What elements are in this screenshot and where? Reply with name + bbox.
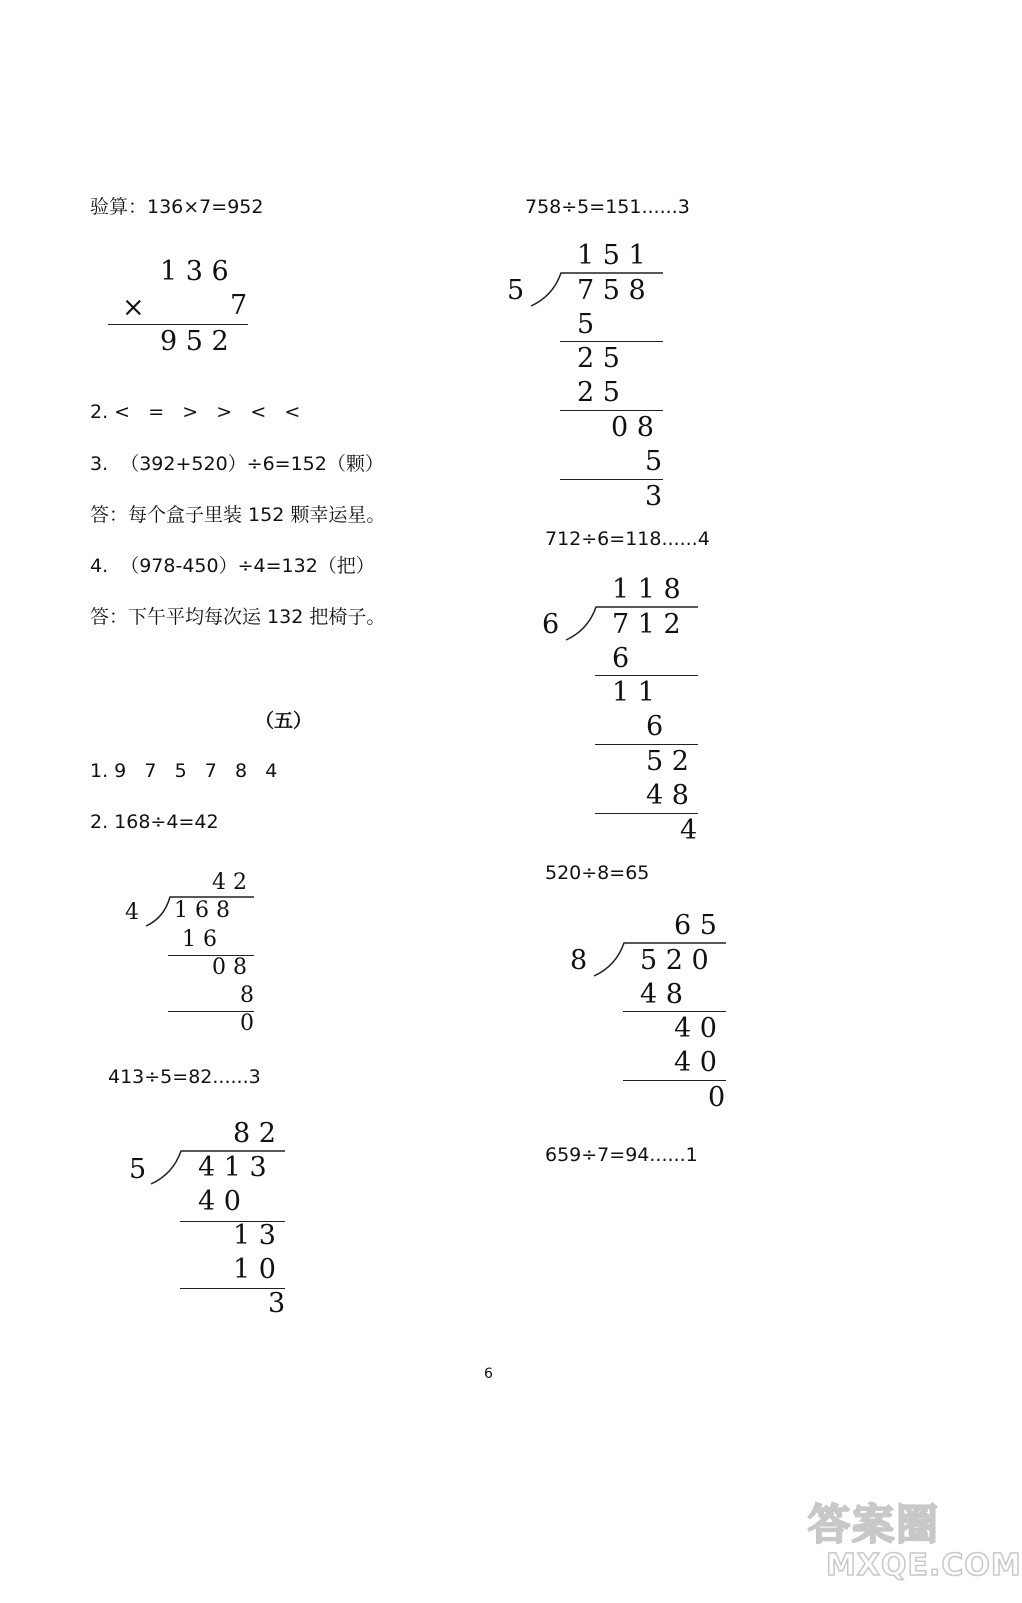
remainder: 3 bbox=[268, 1288, 286, 1319]
equation-413-5: 413÷5=82......3 bbox=[108, 1066, 261, 1088]
watermark-url: MXQE.COM bbox=[826, 1548, 1022, 1583]
step-row: 1 3 bbox=[233, 1220, 276, 1251]
divisor: 4 bbox=[125, 900, 139, 925]
divisor: 5 bbox=[129, 1154, 147, 1185]
step-row: 1 0 bbox=[233, 1254, 276, 1285]
step-row: 5 bbox=[577, 309, 595, 340]
dividend: 5 2 0 bbox=[640, 945, 709, 976]
step-row: 1 1 bbox=[612, 677, 655, 708]
divisor: 5 bbox=[507, 275, 525, 306]
divisor: 8 bbox=[570, 945, 588, 976]
step-line bbox=[595, 744, 698, 745]
mult-line bbox=[108, 324, 248, 325]
step-line bbox=[560, 479, 663, 480]
step-row: 6 bbox=[612, 643, 630, 674]
step-row: 4 0 bbox=[674, 1013, 717, 1044]
q3-line: 3. （392+520）÷6=152（颗） bbox=[90, 453, 384, 475]
quotient: 1 5 1 bbox=[577, 240, 646, 271]
dividend: 7 1 2 bbox=[612, 609, 681, 640]
long-division-413-5 bbox=[125, 1118, 425, 1328]
a4-line: 答：下午平均每次运 132 把椅子。 bbox=[90, 606, 386, 628]
step-line bbox=[623, 1080, 726, 1081]
s1-line: 1. 9 7 5 7 8 4 bbox=[90, 760, 278, 782]
quotient: 8 2 bbox=[233, 1118, 276, 1149]
step-row: 5 bbox=[645, 446, 663, 477]
watermark-logo bbox=[808, 1492, 1022, 1592]
long-division-758-5 bbox=[505, 240, 805, 520]
page-number: 6 bbox=[484, 1366, 493, 1382]
q4-line: 4. （978-450）÷4=132（把） bbox=[90, 555, 375, 577]
step-row: 4 0 bbox=[674, 1047, 717, 1078]
equation-659-7: 659÷7=94......1 bbox=[545, 1144, 698, 1166]
mult-sign: × bbox=[122, 292, 145, 323]
dividend: 1 6 8 bbox=[174, 898, 230, 923]
dividend: 7 5 8 bbox=[577, 275, 646, 306]
quotient: 4 2 bbox=[212, 870, 247, 895]
step-line bbox=[560, 410, 663, 411]
equation-520-8: 520÷8=65 bbox=[545, 862, 650, 884]
equation-758-5: 758÷5=151......3 bbox=[525, 196, 690, 218]
step-row: 4 0 bbox=[198, 1186, 241, 1217]
equation-712-6: 712÷6=118......4 bbox=[545, 528, 710, 550]
mult-multiplier: 7 bbox=[230, 290, 248, 321]
dividend: 4 1 3 bbox=[198, 1152, 267, 1183]
check-line: 验算：136×7=952 bbox=[90, 196, 264, 218]
step-row: 0 8 bbox=[611, 412, 654, 443]
remainder: 3 bbox=[645, 481, 663, 512]
divisor: 6 bbox=[542, 609, 560, 640]
step-row: 2 5 bbox=[577, 343, 620, 374]
step-row: 8 bbox=[240, 983, 254, 1008]
step-row: 4 8 bbox=[640, 979, 683, 1010]
q2-line: 2. < = > > < < bbox=[90, 401, 301, 423]
long-division-520-8 bbox=[568, 910, 868, 1120]
remainder: 0 bbox=[240, 1011, 254, 1036]
quotient: 6 5 bbox=[674, 910, 717, 941]
long-division-712-6 bbox=[540, 574, 840, 854]
step-row: 2 5 bbox=[577, 377, 620, 408]
a3-line: 答：每个盒子里装 152 颗幸运星。 bbox=[90, 504, 386, 526]
step-row: 1 6 bbox=[182, 927, 217, 952]
mult-result: 9 5 2 bbox=[160, 326, 229, 357]
step-line bbox=[595, 675, 698, 676]
multiplication-vertical bbox=[100, 250, 400, 360]
step-row: 0 8 bbox=[212, 955, 247, 980]
step-row: 4 8 bbox=[646, 780, 689, 811]
watermark-text: 答案圈 bbox=[808, 1500, 941, 1549]
s2-line: 2. 168÷4=42 bbox=[90, 811, 219, 833]
quotient: 1 1 8 bbox=[612, 574, 681, 605]
remainder: 4 bbox=[680, 815, 698, 846]
step-line bbox=[560, 341, 663, 342]
mult-top: 1 3 6 bbox=[160, 256, 229, 287]
step-row: 5 2 bbox=[646, 746, 689, 777]
remainder: 0 bbox=[708, 1082, 726, 1113]
long-division-168-4 bbox=[120, 870, 420, 1040]
section-title: （五） bbox=[255, 710, 313, 732]
step-row: 6 bbox=[646, 711, 664, 742]
step-line bbox=[623, 1011, 726, 1012]
step-line bbox=[595, 813, 698, 814]
